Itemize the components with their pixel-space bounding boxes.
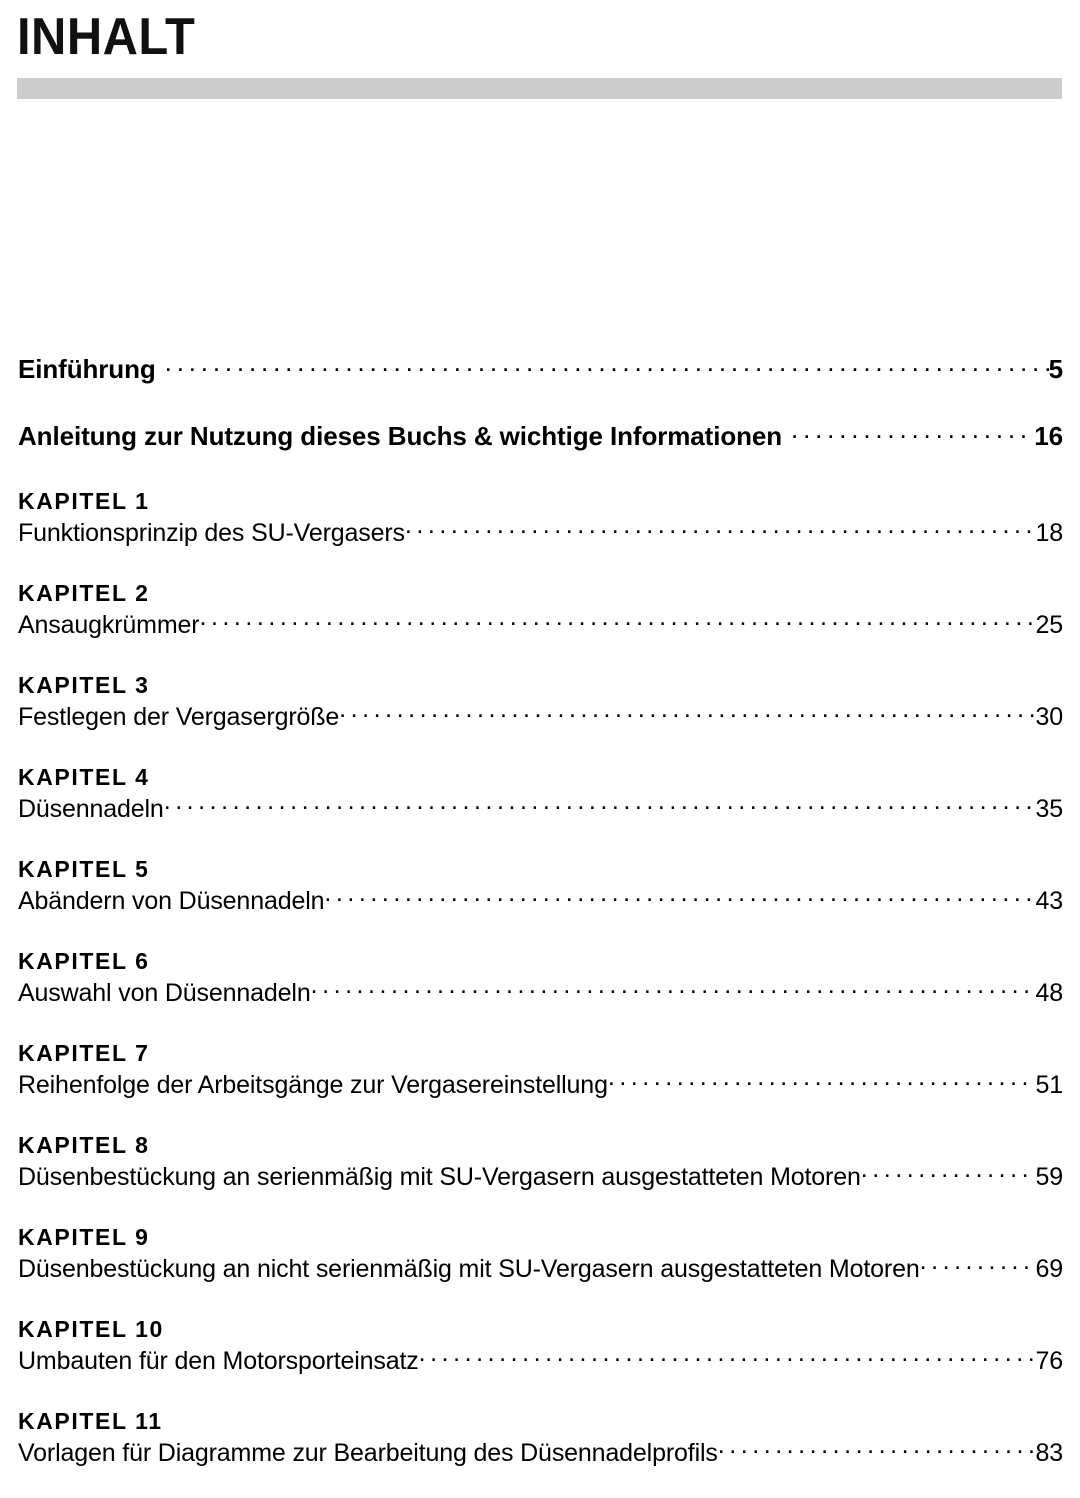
toc-entry-chapter-10[interactable] <box>18 1314 1063 1377</box>
dot-leader <box>920 1252 1036 1277</box>
toc-page-number: 59 <box>1035 1163 1063 1191</box>
toc-page-number: 69 <box>1035 1255 1063 1283</box>
toc-entry-einfuehrung[interactable] <box>18 352 1063 385</box>
toc-entry-chapter-4[interactable] <box>18 762 1063 825</box>
toc-entry-title: Düsennadeln <box>18 795 164 823</box>
table-of-contents <box>18 352 1063 1498</box>
toc-entry-anleitung[interactable] <box>18 419 1063 452</box>
toc-line <box>18 792 1063 825</box>
toc-page-number: 83 <box>1035 1439 1063 1467</box>
toc-entry-title: Festlegen der Vergasergröße <box>18 703 340 731</box>
toc-line <box>18 884 1063 917</box>
toc-entry-title: Umbauten für den Motorsporteinsatz <box>18 1347 419 1375</box>
toc-entry-chapter-8[interactable] <box>18 1130 1063 1193</box>
toc-entry-title: Auswahl von Düsennadeln <box>18 979 311 1007</box>
dot-leader <box>324 884 1035 909</box>
toc-page-number: 35 <box>1035 795 1063 823</box>
toc-entry-title: Düsenbestückung an serienmäßig mit SU-Vergasern ausgestatteten Motoren <box>18 1163 861 1191</box>
header-rule-bar <box>17 78 1062 99</box>
toc-entry-title: Vorlagen für Diagramme zur Bearbeitung des Düsennadelprofils <box>18 1439 718 1467</box>
toc-line <box>18 1068 1063 1101</box>
toc-entry-title: Abändern von Düsennadeln <box>18 887 325 915</box>
toc-page-number: 43 <box>1035 887 1063 915</box>
dot-leader <box>339 700 1035 725</box>
dot-leader <box>419 1344 1036 1369</box>
toc-entry-chapter-9[interactable] <box>18 1222 1063 1285</box>
toc-line <box>18 1160 1063 1193</box>
chapter-label: KAPITEL 9 <box>18 1224 150 1250</box>
toc-page-number: 5 <box>1048 354 1063 384</box>
toc-line <box>18 608 1063 641</box>
toc-page-number: 48 <box>1035 979 1063 1007</box>
toc-line <box>18 352 1063 385</box>
toc-entry-title: Anleitung zur Nutzung dieses Buchs & wichtige Informationen <box>18 421 783 451</box>
toc-line <box>18 1252 1063 1285</box>
toc-line <box>18 976 1063 1009</box>
toc-entry-title: Düsenbestückung an nicht serienmäßig mit SU-Vergasern ausgestatteten Motoren <box>18 1255 920 1283</box>
toc-entry-chapter-6[interactable] <box>18 946 1063 1009</box>
toc-page-number: 18 <box>1035 519 1063 547</box>
toc-line <box>18 1436 1063 1469</box>
toc-entry-title: Funktionsprinzip des SU-Vergasers <box>18 519 405 547</box>
toc-line <box>18 1344 1063 1377</box>
dot-leader <box>861 1160 1036 1185</box>
chapter-label: KAPITEL 2 <box>18 580 150 606</box>
dot-leader <box>165 352 1049 378</box>
chapter-label: KAPITEL 11 <box>18 1408 163 1434</box>
dot-leader <box>311 976 1036 1001</box>
chapter-label: KAPITEL 10 <box>18 1316 164 1342</box>
chapter-label: KAPITEL 3 <box>18 672 150 698</box>
toc-page-number: 25 <box>1035 611 1063 639</box>
dot-leader <box>718 1436 1036 1461</box>
toc-page-number: 30 <box>1035 703 1063 731</box>
chapter-label: KAPITEL 8 <box>18 1132 150 1158</box>
toc-line <box>18 516 1063 549</box>
toc-line <box>18 419 1063 452</box>
chapter-label: KAPITEL 7 <box>18 1040 150 1066</box>
toc-page-number: 51 <box>1035 1071 1063 1099</box>
toc-entry-chapter-5[interactable] <box>18 854 1063 917</box>
toc-entry-chapter-1[interactable] <box>18 486 1063 549</box>
chapter-label: KAPITEL 1 <box>18 488 150 514</box>
page-header <box>17 8 1063 66</box>
toc-line <box>18 700 1063 733</box>
toc-page-number: 16 <box>1034 421 1063 451</box>
chapter-label: KAPITEL 6 <box>18 948 150 974</box>
dot-leader <box>791 419 1034 445</box>
toc-entry-chapter-2[interactable] <box>18 578 1063 641</box>
dot-leader <box>199 608 1035 633</box>
toc-page-number: 76 <box>1035 1347 1063 1375</box>
toc-entry-chapter-3[interactable] <box>18 670 1063 733</box>
toc-entry-chapter-7[interactable] <box>18 1038 1063 1101</box>
toc-entry-title: Einführung <box>18 354 156 384</box>
chapter-label: KAPITEL 5 <box>18 856 150 882</box>
dot-leader <box>608 1068 1036 1093</box>
toc-entry-title: Reihenfolge der Arbeitsgänge zur Vergasereinstellung <box>18 1071 608 1099</box>
chapter-label: KAPITEL 4 <box>18 764 150 790</box>
dot-leader <box>164 792 1036 817</box>
toc-entry-title: Ansaugkrümmer <box>18 611 200 639</box>
page-title: INHALT <box>17 8 196 66</box>
dot-leader <box>405 516 1036 541</box>
toc-entry-chapter-11[interactable] <box>18 1406 1063 1469</box>
